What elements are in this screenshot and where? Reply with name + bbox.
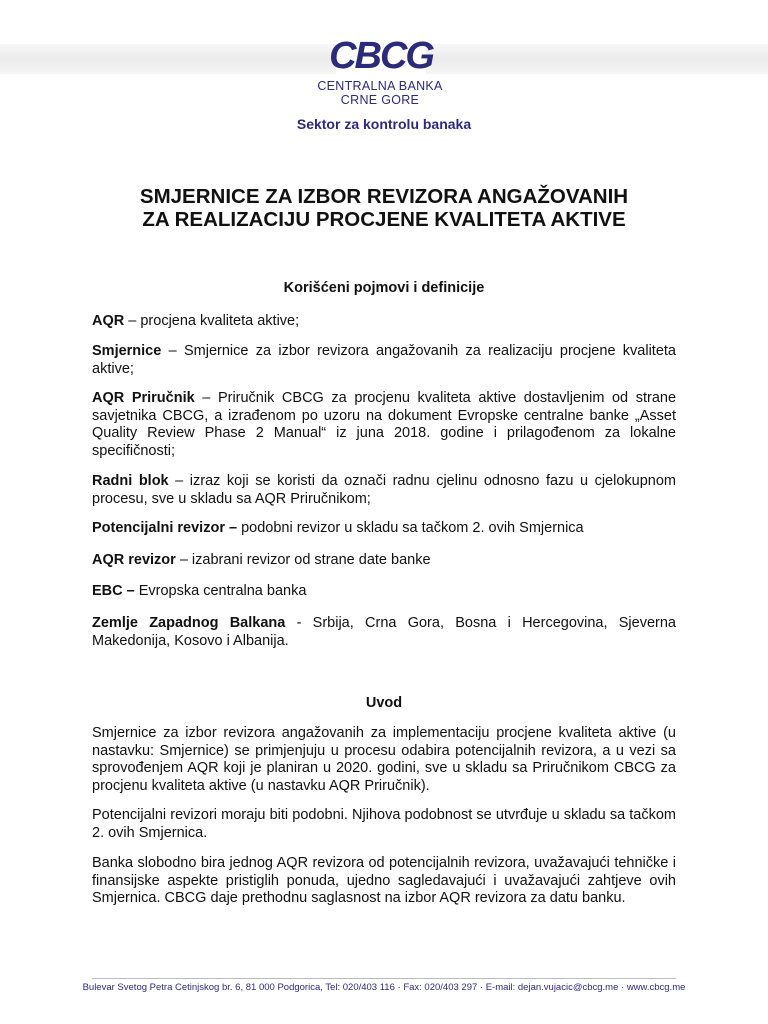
intro-paragraph: Potencijalni revizori moraju biti podobni. Njihova podobnost se utvrđuje u skladu sa tačkom 2. ovih Smjernica. [92,807,676,841]
definition-text: – Smjernice za izbor revizora angažovanih za realizaciju procjene kvaliteta aktive; [92,343,676,377]
definition-text: - Srbija, Crna Gora, Bosna i Hercegovina, Sjeverna Makedonija, Kosovo i Albanija. [92,615,676,649]
intro-paragraph: Banka slobodno bira jednog AQR revizora od potencijalnih revizora, uvažavajući tehničke i finansijske aspekte pristiglih ponuda, ujedno sagledavajući i uvažavajući zahtjeve ovih Smjernica. CBCG daje prethodnu saglasnost na izbor AQR revizora za datu banku. [92,855,676,906]
definition-item [92,473,676,508]
title-line-1: SMJERNICE ZA IZBOR REVIZORA ANGAŽOVANIH [139,185,629,208]
definition-item [92,552,676,570]
cbcg-logo [329,30,433,78]
definition-text: – procjena kvaliteta aktive; [124,313,300,329]
document-title [60,185,708,231]
definition-term: AQR Priručnik [92,390,195,406]
intro-heading: Uvod [365,695,403,711]
definition-term: Radni blok [92,473,169,489]
footer-divider [92,978,676,979]
definitions-heading: Korišćeni pojmovi i definicije [283,280,485,296]
bank-name-line1: CENTRALNA BANKA [317,79,443,93]
definition-item [92,520,676,538]
definition-term: Zemlje Zapadnog Balkana [92,615,286,631]
footer-contact: Bulevar Svetog Petra Cetinjskog br. 6, 81 000 Podgorica, Tel: 020/403 116 · Fax: 020/403 297 · E-mail: dejan.vujacic@cbcg.me · www.cbcg.me [82,982,686,993]
definition-item [92,615,676,650]
definition-term: Potencijalni revizor – [92,520,238,536]
definition-term: AQR [92,313,125,329]
definition-text: – izabrani revizor od strane date banke [175,552,431,568]
definition-text: Evropska centralna banka [134,583,307,599]
bank-name-line2: CRNE GORE [340,93,420,107]
logo-text: CBCG [329,35,433,77]
sector-title: Sektor za kontrolu banaka [296,116,472,132]
title-line-2: ZA REALIZACIJU PROCJENE KVALITETA AKTIVE [142,208,626,231]
definition-text: – Priručnik CBCG za procjenu kvaliteta aktive dostavljenim od strane savjetnika CBCG, a izrađenom po uzoru na dokument Evropske centralne banke „Asset Quality Review Phase 2 Manual“ iz juna 2018. godine i prilagođenom za lokalne specifičnosti; [92,390,677,459]
definition-item [92,343,676,378]
definition-text: podobni revizor u skladu sa tačkom 2. ovih Smjernica [237,520,584,536]
definition-item [92,313,676,331]
definition-item [92,583,676,601]
definition-term: AQR revizor [92,552,176,568]
definition-text: – izraz koji se koristi da označi radnu cjelinu odnosno fazu u cjelokupnom procesu, sve u skladu sa AQR Priručnikom; [92,473,676,507]
definition-item [92,390,676,460]
intro-paragraph: Smjernice za izbor revizora angažovanih za implementaciju procjene kvaliteta aktive (u nastavku: Smjernice) se primjenjuju u procesu odabira potencijalnih revizora, a u vezi sa sprovođenjem AQR koji je planiran u 2020. godini, sve u skladu sa Priručnikom CBCG za procjenu kvaliteta aktive (u nastavku AQR Priručnik). [92,725,676,794]
definition-term: EBC – [92,583,135,599]
definition-term: Smjernice [92,343,162,359]
